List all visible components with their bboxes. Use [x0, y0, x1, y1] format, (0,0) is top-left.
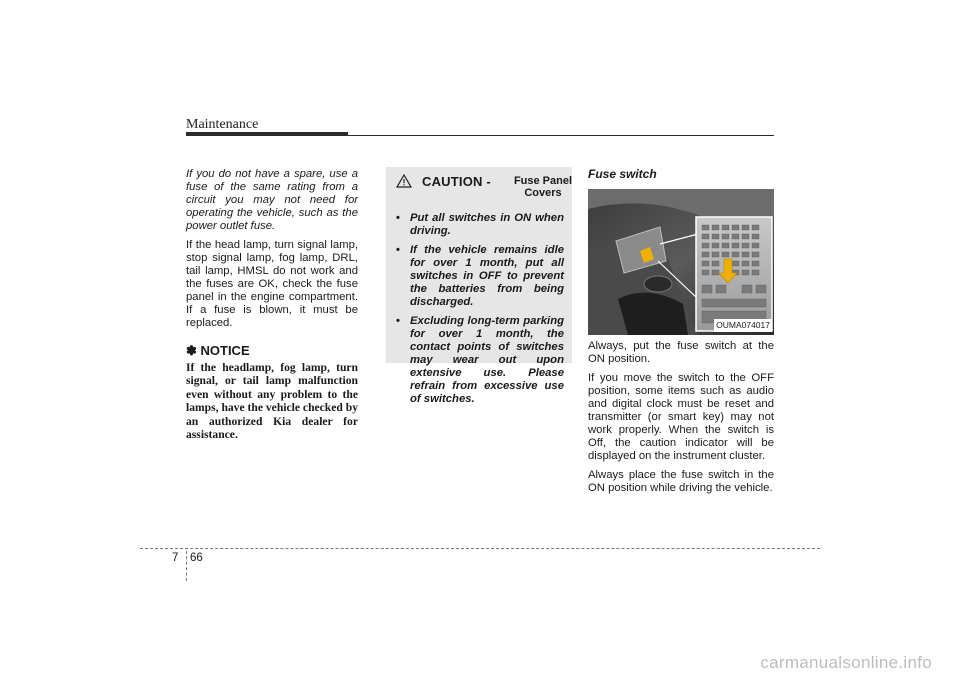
lamp-fuse-paragraph: If the head lamp, turn signal lamp, stop signal lamp, fog lamp, DRL, tail lamp, HMSL do not work and the fuses are OK, check the fuse panel in the engine compartment. If a fuse is blown, it must be replaced.: [186, 239, 358, 329]
caution-item: • Put all switches in ON when driving.: [396, 212, 564, 238]
fuse-panel-photo: [588, 189, 774, 335]
section-title: Fuse switch: [588, 167, 657, 181]
caution-header: [396, 174, 573, 204]
intro-italic-text: If you do not have a spare, use a fuse of the same rating from a circuit you may not need for operating the vehicle, such as the power outlet fuse.: [186, 168, 358, 232]
left-column: [186, 168, 358, 441]
fuse-switch-paragraph: If you move the switch to the OFF position, some items such as audio and digital clock must be reset and transmitter (or smart key) may not work properly. When the switch is Off, the caution indicator will be displayed on the instrument cluster.: [588, 372, 774, 462]
footer-rule: [140, 548, 820, 549]
caution-box: [386, 167, 573, 405]
page-number: 66: [190, 552, 203, 564]
fuse-switch-paragraph: Always, put the fuse switch at the ON position.: [588, 340, 774, 365]
header-rule: [186, 135, 774, 136]
caution-item: • If the vehicle remains idle for over 1 month, put all switches in OFF to prevent the batteries from being discharged.: [396, 244, 564, 309]
caution-label: CAUTION -: [422, 174, 491, 189]
figure-code: OUMA074017: [716, 320, 770, 330]
chapter-number: 7: [172, 552, 179, 564]
caution-subtitle: Fuse Panel Covers: [513, 175, 573, 199]
right-column: [588, 168, 774, 501]
fuse-switch-paragraph: Always place the fuse switch in the ON position while driving the vehicle.: [588, 469, 774, 494]
header-title: Maintenance: [186, 117, 259, 132]
watermark: carmanualsonline.info: [760, 653, 932, 672]
footer-divider: [186, 551, 187, 581]
notice-heading: ✽ NOTICE: [186, 343, 250, 358]
caution-item: • Excluding long-term parking for over 1 month, the contact points of switches may wear out upon extensive use. Please refrain from excessive use of switches.: [396, 315, 564, 406]
warning-triangle-icon: [396, 174, 412, 188]
caution-list: [386, 212, 572, 406]
notice-body: If the headlamp, fog lamp, turn signal, or tail lamp malfunction even without any problem to the lamps, have the vehicle checked by an authorized Kia dealer for assistance.: [186, 361, 358, 442]
fuse-panel-figure: [588, 189, 774, 335]
